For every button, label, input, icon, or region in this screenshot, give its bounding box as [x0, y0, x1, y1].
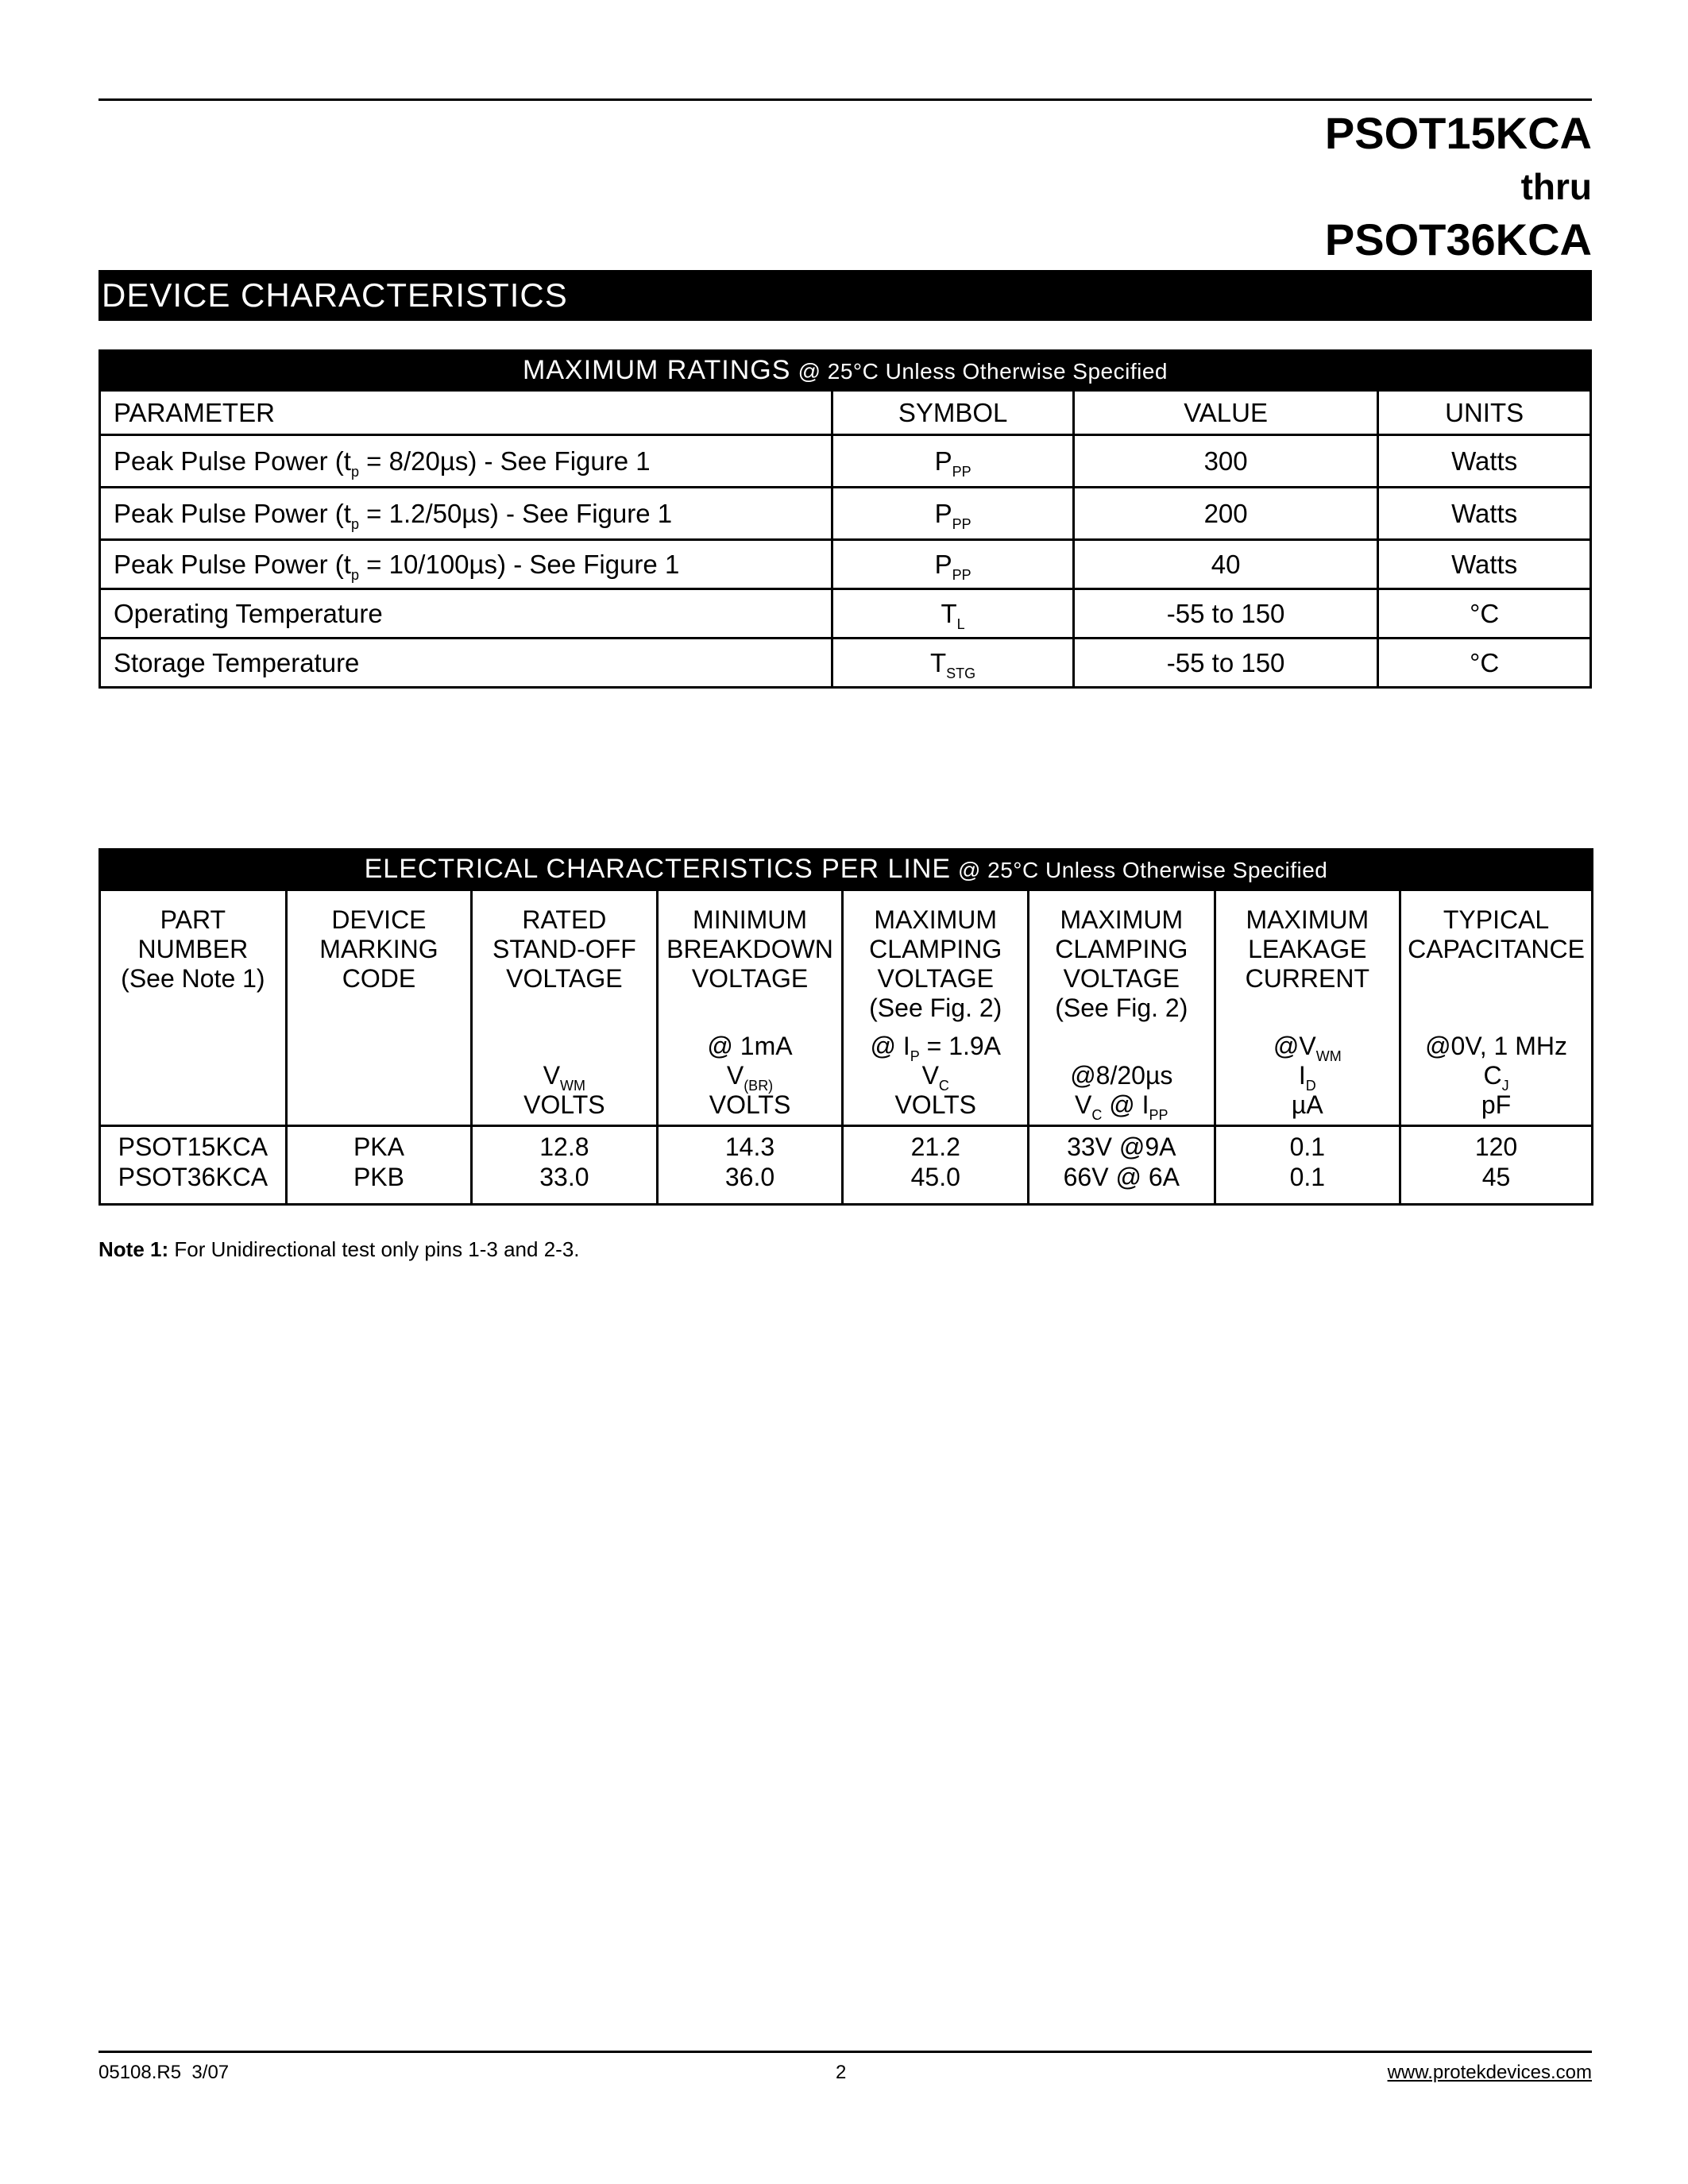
col-header-units: UNITS	[1378, 391, 1591, 435]
symbol-cell: $T_{STG}$	[832, 639, 1074, 688]
footnote	[98, 1237, 580, 1262]
units-cell: Watts	[1378, 540, 1591, 589]
col-header-capacitance: TYPICAL CAPACITANCE @0V, 1 MHz $C_J$ pF	[1400, 890, 1593, 1126]
col-header-symbol: SYMBOL	[832, 391, 1074, 435]
symbol-cell: $P_{PP}$	[832, 435, 1074, 488]
symbol-cell: $P_{PP}$	[832, 488, 1074, 540]
table-row	[100, 435, 1591, 488]
parameter-cell: Peak Pulse Power $(t_p = 8/20\mu s)$ - See Figure 1	[100, 435, 832, 488]
col-header-parameter: PARAMETER	[100, 391, 832, 435]
table-row: PSOT15KCA	[118, 1133, 268, 1161]
marking-cell: PKA PKB	[286, 1126, 471, 1205]
capacitance-cell: 120 45	[1400, 1126, 1593, 1205]
title-part-first: PSOT15KCA	[1324, 108, 1592, 158]
table-row	[100, 639, 1591, 688]
leakage-cell: 0.1 0.1	[1215, 1126, 1400, 1205]
electrical-characteristics-table	[98, 848, 1593, 1206]
col-header-breakdown-voltage: MINIMUM BREAKDOWN VOLTAGE @ 1mA $V_{(BR)}$ VOLTS	[657, 890, 843, 1126]
symbol-cell: $T_L$	[832, 589, 1074, 639]
electrical-data-row	[100, 1126, 1593, 1205]
col-header-standoff-voltage: RATED STAND-OFF VOLTAGE $V_{WM}$ VOLTS	[472, 890, 657, 1126]
max-ratings-caption	[100, 351, 1591, 391]
section-title: DEVICE CHARACTERISTICS	[98, 270, 1592, 321]
title-thru: thru	[1520, 166, 1592, 207]
electrical-header-row	[100, 890, 1593, 1126]
max-ratings-caption-main: MAXIMUM RATINGS	[523, 355, 791, 385]
units-cell: Watts	[1378, 488, 1591, 540]
value-cell: -55 to 150	[1073, 639, 1377, 688]
electrical-caption	[100, 850, 1593, 890]
title-block	[1325, 105, 1592, 268]
parameter-cell: Operating Temperature	[100, 589, 832, 639]
table-row	[100, 488, 1591, 540]
units-cell: °C	[1378, 589, 1591, 639]
table-row: PSOT36KCA	[118, 1163, 268, 1191]
units-cell: °C	[1378, 639, 1591, 688]
electrical-caption-sub: @ 25°C Unless Otherwise Specified	[957, 858, 1328, 882]
footnote-text: For Unidirectional test only pins 1-3 and 2-3.	[168, 1237, 580, 1261]
value-cell: 200	[1073, 488, 1377, 540]
col-header-value: VALUE	[1073, 391, 1377, 435]
footer-doc-code: 05108.R5 3/07	[98, 2062, 230, 2083]
symbol-cell: $P_{PP}$	[832, 540, 1074, 589]
col-header-part-number: PART NUMBER (See Note 1)	[100, 890, 287, 1126]
parameter-cell: Storage Temperature	[100, 639, 832, 688]
table-row	[100, 589, 1591, 639]
col-header-leakage-current: MAXIMUM LEAKAGE CURRENT $@V_{WM}$ $I_D$ µA	[1215, 890, 1400, 1126]
part-number-cell	[100, 1126, 287, 1205]
max-ratings-caption-sub: @ 25°C Unless Otherwise Specified	[798, 359, 1168, 384]
max-ratings-header-row	[100, 391, 1591, 435]
table-row	[100, 540, 1591, 589]
clamping-cell: 21.2 45.0	[843, 1126, 1029, 1205]
col-header-clamping-voltage: MAXIMUM CLAMPING VOLTAGE (See Fig. 2) @ $I_P = 1.9A$ $V_C$ VOLTS	[843, 890, 1029, 1126]
breakdown-cell: 14.3 36.0	[657, 1126, 843, 1205]
col-header-clamping-voltage-8-20: MAXIMUM CLAMPING VOLTAGE (See Fig. 2) @8/20µs $V_C$ @ $I_{PP}$	[1029, 890, 1215, 1126]
units-cell: Watts	[1378, 435, 1591, 488]
top-rule	[98, 98, 1592, 101]
max-ratings-table	[98, 349, 1592, 689]
value-cell: 40	[1073, 540, 1377, 589]
title-part-last: PSOT36KCA	[1324, 214, 1592, 264]
footnote-label: Note 1:	[98, 1237, 169, 1261]
electrical-caption-main: ELECTRICAL CHARACTERISTICS PER LINE	[364, 854, 952, 884]
value-cell: -55 to 150	[1073, 589, 1377, 639]
value-cell: 300	[1073, 435, 1377, 488]
footer-page-number: 2	[836, 2062, 847, 2083]
parameter-cell: Peak Pulse Power $(t_p = 1.2/50\mu s)$ - See Figure 1	[100, 488, 832, 540]
bottom-rule	[98, 2051, 1592, 2053]
col-header-marking-code: DEVICE MARKING CODE	[286, 890, 471, 1126]
clamping-8-20-cell: 33V @9A 66V @ 6A	[1029, 1126, 1215, 1205]
parameter-cell: Peak Pulse Power $(t_p = 10/100\mu s)$ - See Figure 1	[100, 540, 832, 589]
footer-website-link[interactable]: www.protekdevices.com	[1387, 2062, 1592, 2083]
standoff-cell: 12.8 33.0	[472, 1126, 657, 1205]
